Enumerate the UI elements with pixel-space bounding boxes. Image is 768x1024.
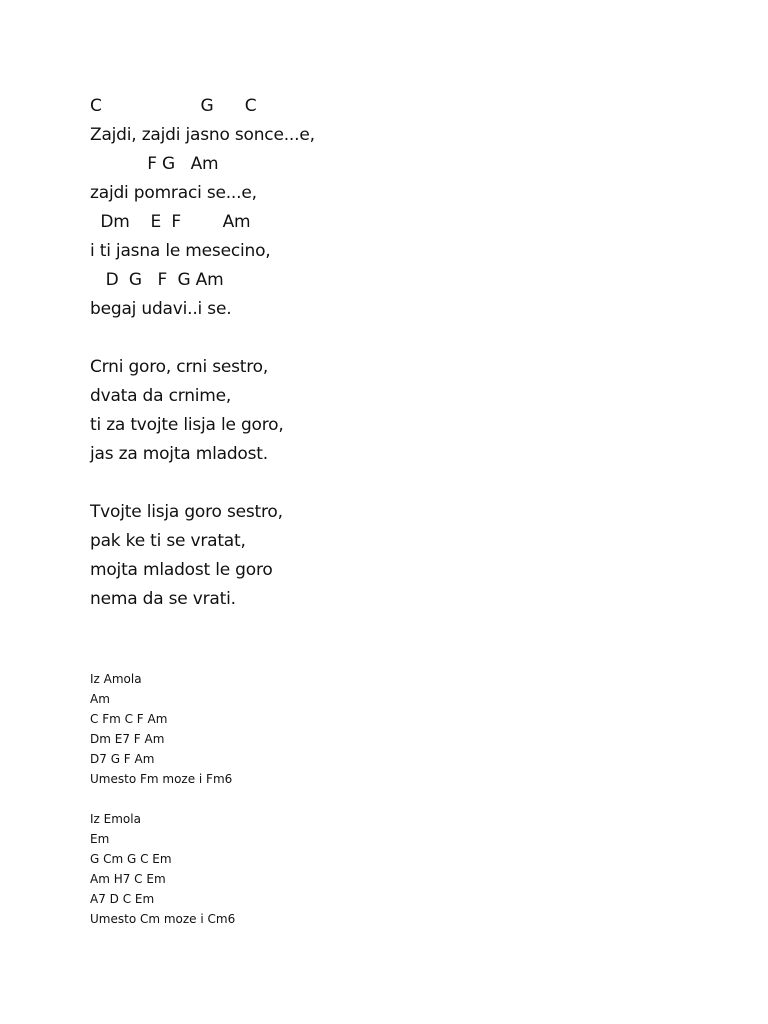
- lyric-line: jas za mojta mladost.: [90, 444, 268, 464]
- chord-line: F G Am: [90, 154, 219, 174]
- song-sheet: [90, 92, 730, 614]
- notes-amola: [90, 669, 730, 789]
- notes-line: Em: [90, 832, 110, 846]
- lyric-line: nema da se vrati.: [90, 589, 236, 609]
- notes-heading: Iz Emola: [90, 812, 141, 826]
- notes-emola: [90, 809, 730, 929]
- notes-line: D7 G F Am: [90, 752, 155, 766]
- lyric-line: Tvojte lisja goro sestro,: [90, 502, 283, 522]
- song-lyrics: [90, 92, 730, 614]
- notes-line: A7 D C Em: [90, 892, 155, 906]
- verse-3: [90, 498, 730, 614]
- notes-line: Am H7 C Em: [90, 872, 166, 886]
- verse-1: [90, 92, 730, 324]
- lyric-line: Crni goro, crni sestro,: [90, 357, 269, 377]
- lyric-line: mojta mladost le goro: [90, 560, 273, 580]
- chord-line: Dm E F Am: [90, 212, 251, 232]
- notes-heading: Iz Amola: [90, 672, 142, 686]
- chord-line: C G C: [90, 96, 257, 116]
- verse-spacer: [90, 324, 730, 353]
- notes-line: Umesto Fm moze i Fm6: [90, 772, 233, 786]
- lyric-line: pak ke ti se vratat,: [90, 531, 246, 551]
- lyric-line: zajdi pomraci se...e,: [90, 183, 257, 203]
- notes-line: G Cm G C Em: [90, 852, 172, 866]
- lyric-line: dvata da crnime,: [90, 386, 232, 406]
- notes-line: Am: [90, 692, 110, 706]
- notes-line: Umesto Cm moze i Cm6: [90, 912, 236, 926]
- notes-line: C Fm C F Am: [90, 712, 168, 726]
- verse-spacer: [90, 469, 730, 498]
- notes-spacer: [90, 789, 730, 809]
- chord-line: D G F G Am: [90, 270, 224, 290]
- lyric-line: i ti jasna le mesecino,: [90, 241, 271, 261]
- lyric-line: begaj udavi..i se.: [90, 299, 232, 319]
- lyric-line: ti za tvojte lisja le goro,: [90, 415, 284, 435]
- verse-2: [90, 353, 730, 469]
- notes-line: Dm E7 F Am: [90, 732, 165, 746]
- lyric-line: Zajdi, zajdi jasno sonce...e,: [90, 125, 315, 145]
- chord-notes: [90, 669, 730, 929]
